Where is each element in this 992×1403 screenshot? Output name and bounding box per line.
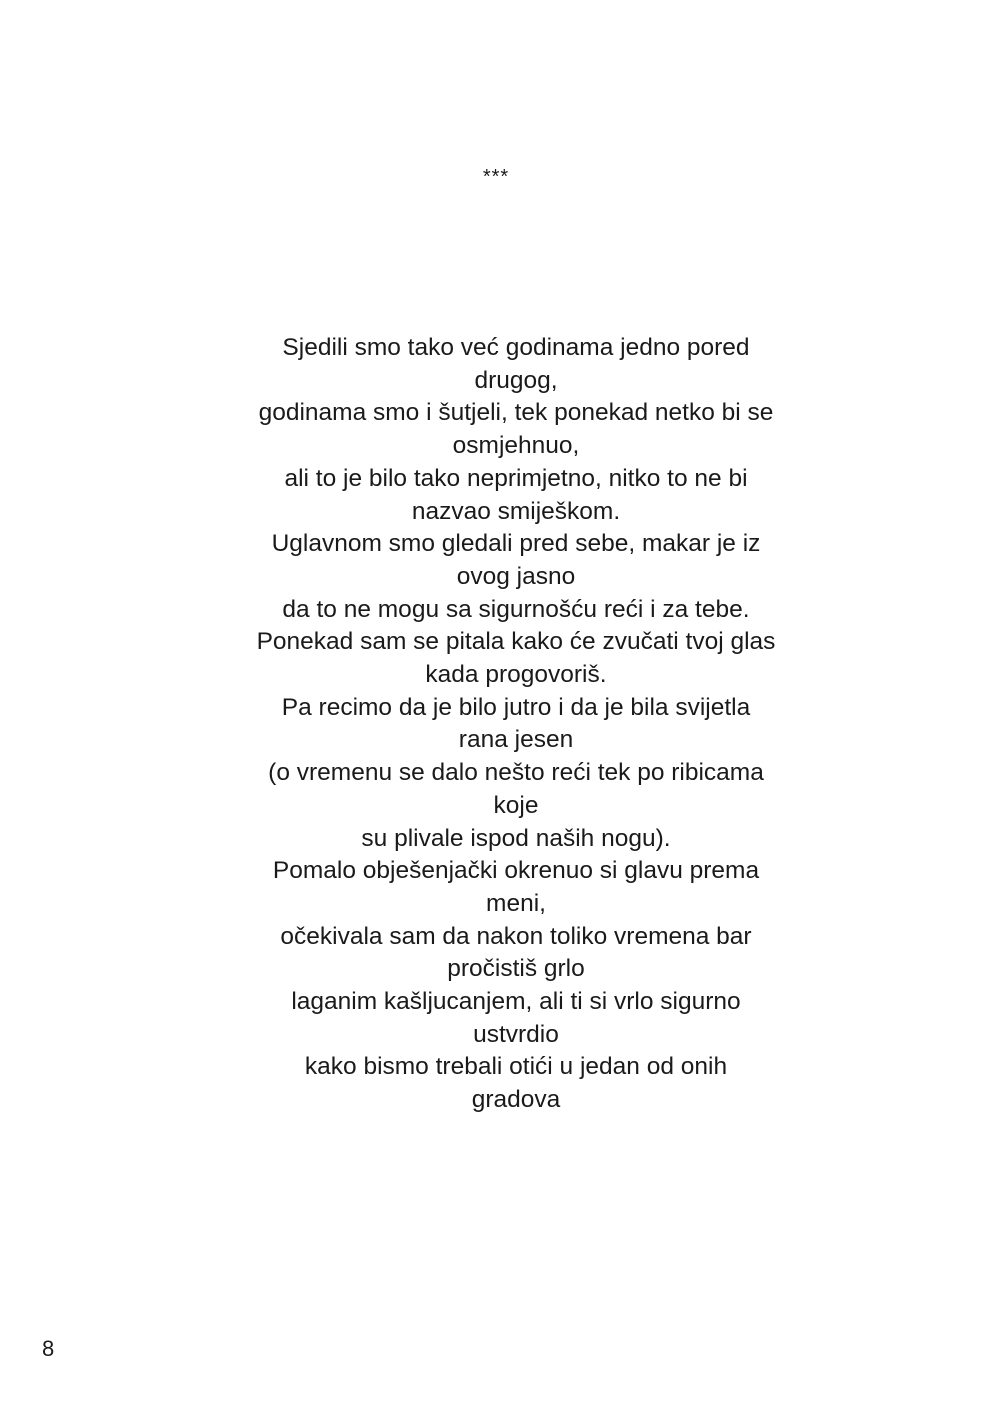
poem-line: Pa recimo da je bilo jutro i da je bila svijetla <box>281 693 751 721</box>
poem-line: gradova <box>471 1086 561 1114</box>
poem-line: nazvao smiješkom. <box>411 497 621 525</box>
poem-line: očekivala sam da nakon toliko vremena bar <box>280 922 752 950</box>
poem-line: (o vremenu se dalo nešto reći tek po ribicama <box>268 759 764 787</box>
poem-line: koje <box>493 791 539 819</box>
poem-line: Ponekad sam se pitala kako će zvučati tvoj glas <box>256 628 776 656</box>
poem-line: su plivale ispod naših nogu). <box>361 824 671 852</box>
poem-line: kako bismo trebali otići u jedan od onih <box>304 1053 728 1081</box>
poem-line: drugog, <box>474 366 558 394</box>
poem-line: Sjedili smo tako već godinama jedno pored <box>282 334 750 361</box>
poem-line: godinama smo i šutjeli, tek ponekad netko bi se <box>258 399 774 427</box>
page-number: 8 <box>42 1336 55 1361</box>
poem-line: ustvrdio <box>473 1020 559 1048</box>
poem-line: ovog jasno <box>456 562 576 590</box>
poem-line: osmjehnuo, <box>452 432 580 460</box>
section-separator: *** <box>482 166 510 188</box>
poem-line: meni, <box>486 889 546 917</box>
poem-text <box>210 332 822 1117</box>
poem-line: rana jesen <box>458 726 574 754</box>
poem-line: Uglavnom smo gledali pred sebe, makar je iz <box>271 530 761 558</box>
poem-line: da to ne mogu sa sigurnošću reći i za tebe. <box>282 595 750 623</box>
poem-line: laganim kašljucanjem, ali ti si vrlo sigurno <box>291 988 741 1016</box>
poem-line: pročistiš grlo <box>447 955 585 983</box>
poem-line: kada progovoriš. <box>425 661 607 689</box>
poem-line: Pomalo obješenjački okrenuo si glavu prema <box>272 857 760 885</box>
poem-line: ali to je bilo tako neprimjetno, nitko to ne bi <box>284 464 748 492</box>
